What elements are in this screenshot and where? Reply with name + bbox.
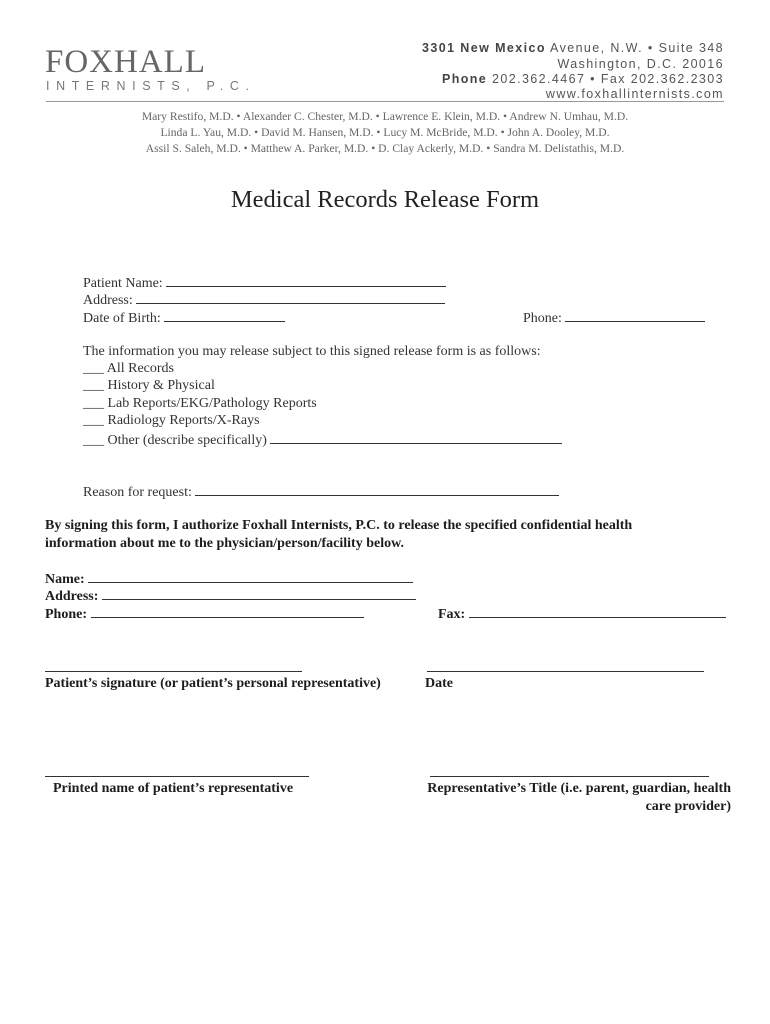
reason-label: Reason for request:	[83, 485, 192, 500]
patient-name-field	[83, 274, 446, 292]
address-street-bold: 3301 New Mexico	[422, 41, 546, 55]
release-intro: The information you may release subject to this signed release form is as follows:	[83, 344, 541, 359]
form-title: Medical Records Release Form	[230, 186, 540, 213]
patient-signature-line[interactable]	[45, 671, 302, 672]
website: www.foxhallinternists.com	[545, 87, 724, 101]
option-history-physical[interactable]: ___ History & Physical	[83, 378, 215, 393]
printed-name-caption: Printed name of patient’s representative	[53, 781, 294, 796]
recipient-address-line[interactable]	[102, 587, 416, 600]
phone-fax-numbers: 202.362.4467 • Fax 202.362.2303	[487, 72, 724, 86]
recipient-address-field	[45, 587, 416, 605]
rep-title-caption-2: care provider)	[645, 799, 731, 814]
address-street-rest: Avenue, N.W. • Suite 348	[545, 41, 724, 55]
recipient-name-field	[45, 570, 413, 588]
phone-label: Phone	[441, 72, 488, 86]
option-all-records[interactable]: ___ All Records	[83, 361, 174, 376]
date-line[interactable]	[427, 671, 704, 672]
recipient-phone-line[interactable]	[91, 605, 364, 618]
recipient-address-label: Address:	[45, 589, 99, 604]
patient-dob-label: Date of Birth:	[83, 311, 161, 326]
printed-name-line[interactable]	[45, 776, 309, 777]
doctors-line-2: Linda L. Yau, M.D. • David M. Hansen, M.D. • Lucy M. McBride, M.D. • John A. Dooley, M.D.	[160, 126, 610, 139]
patient-dob-field	[83, 309, 285, 327]
patient-dob-line[interactable]	[164, 309, 285, 322]
recipient-fax-field	[438, 605, 726, 623]
authorization-line-2: information about me to the physician/person/facility below.	[45, 536, 404, 551]
patient-signature-caption: Patient’s signature (or patient’s personal representative)	[45, 676, 381, 691]
recipient-fax-label: Fax:	[438, 607, 466, 622]
reason-line[interactable]	[195, 483, 559, 496]
doctors-line-1: Mary Restifo, M.D. • Alexander C. Chester, M.D. • Lawrence E. Klein, M.D. • Andrew N. Umhau, M.D.	[141, 110, 629, 123]
header-divider	[46, 101, 724, 102]
option-radiology[interactable]: ___ Radiology Reports/X-Rays	[83, 413, 260, 428]
recipient-phone-field	[45, 605, 364, 623]
patient-phone-line[interactable]	[565, 309, 705, 322]
patient-phone-label: Phone:	[523, 311, 562, 326]
date-caption: Date	[425, 676, 453, 691]
reason-field	[83, 483, 559, 501]
address-street	[422, 41, 724, 55]
recipient-name-line[interactable]	[88, 570, 413, 583]
doctors-line-3: Assil S. Saleh, M.D. • Matthew A. Parker, M.D. • D. Clay Ackerly, M.D. • Sandra M. Delistathis, M.D.	[145, 142, 625, 155]
option-other-line[interactable]	[270, 431, 562, 444]
patient-name-line[interactable]	[166, 274, 446, 287]
logo-subtitle: INTERNISTS, P.C.	[46, 79, 256, 93]
patient-address-line[interactable]	[136, 291, 445, 304]
address-city: Washington, D.C. 20016	[557, 57, 724, 71]
patient-phone-field	[523, 309, 705, 327]
option-lab-reports[interactable]: ___ Lab Reports/EKG/Pathology Reports	[83, 396, 317, 411]
patient-name-label: Patient Name:	[83, 276, 163, 291]
rep-title-line[interactable]	[430, 776, 709, 777]
patient-address-field	[83, 291, 445, 309]
option-other-field	[83, 431, 562, 449]
recipient-phone-label: Phone:	[45, 607, 87, 622]
logo-wordmark: FOXHALL	[45, 44, 206, 80]
rep-title-caption-1: Representative’s Title (i.e. parent, guardian, health	[427, 781, 731, 796]
option-other[interactable]: ___ Other (describe specifically)	[83, 433, 267, 448]
recipient-name-label: Name:	[45, 572, 85, 587]
patient-address-label: Address:	[83, 293, 133, 308]
recipient-fax-line[interactable]	[469, 605, 726, 618]
authorization-line-1: By signing this form, I authorize Foxhall Internists, P.C. to release the specified confidential health	[45, 518, 633, 533]
address-phone-fax	[442, 72, 724, 86]
